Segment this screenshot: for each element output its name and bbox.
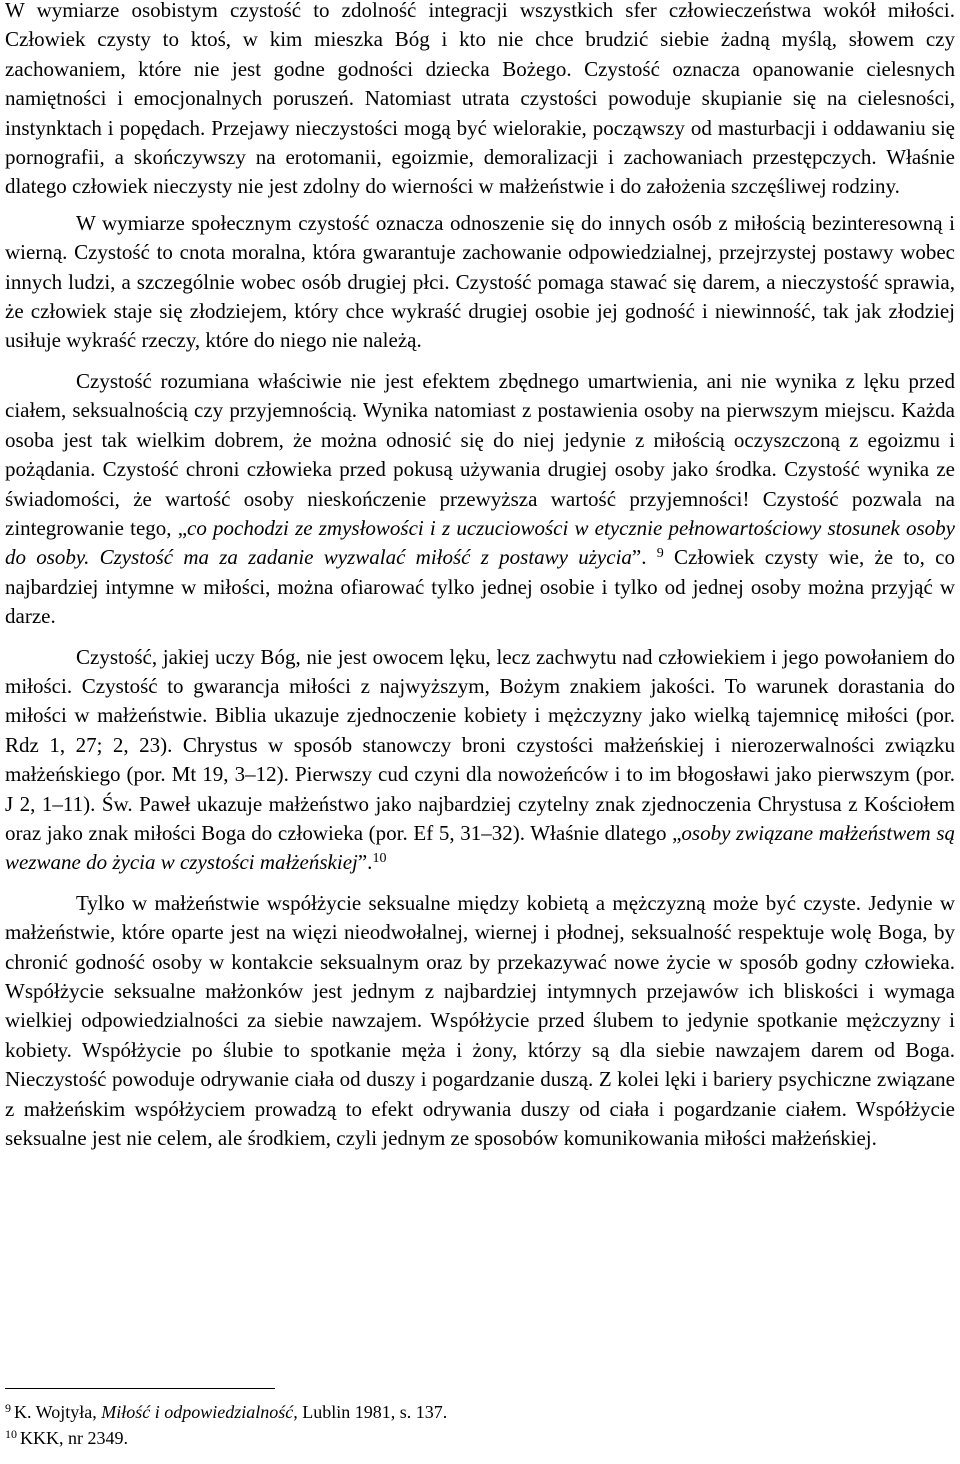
paragraph-2 <box>5 209 955 356</box>
quote-close: ”. <box>357 850 373 875</box>
footnote-author: KKK, nr 2349. <box>20 1428 128 1448</box>
paragraph-text: W wymiarze społecznym czystość oznacza odnoszenie się do innych osób z miłością bezinteresowną i wierną. Czystość to cnota moralna, która gwarantuje zachowanie odpowiedzialnej, przejrzystej postawy wobec innych ludzi, a szczególnie wobec osób drugiej płci. Czystość pomaga stawać się darem, a nieczystość sprawia, że człowiek staje się złodziejem, który chce wykraść drugiej osobie jej godność i niewinność, tak jak złodziej usiłuje wykraść rzeczy, które do niego nie należą. <box>5 210 955 353</box>
footnote-author: K. Wojtyła, <box>14 1402 102 1422</box>
paragraph-text-continued: Człowiek czysty wie, że to, co najbardziej intymne w miłości, można ofiarować tylko jednej osobie i tylko od jednej osoby można przyjąć w darze. <box>5 545 955 629</box>
footnote-rest: Lublin 1981, s. 137. <box>297 1402 448 1422</box>
footnote-title: Miłość i odpowiedzialność, <box>101 1402 298 1422</box>
footnote-ref-10[interactable]: 10 <box>372 851 387 867</box>
paragraph-text: Czystość, jakiej uczy Bóg, nie jest owocem lęku, lecz zachwytu nad człowiekiem i jego powołaniem do miłości. Czystość to gwarancja miłości z najwyższym, Bożym znakiem jakości. To warunek dorastania do miłości w małżeństwie. Biblia ukazuje zjednoczenie kobiety i mężczyzny jako wielką tajemnicę miłości (por. Rdz 1, 27; 2, 23). Chrystus w sposób stanowczy broni czystości małżeńskiej i nierozerwalności związku małżeńskiego (por. Mt 19, 3–12). Pierwszy cud czyni dla nowożeńców i to im błogosławi jako pierwszym (por. J 2, 1–11). Św. Paweł ukazuje małżeństwo jako najbardziej czytelny znak zjednoczenia Chrystusa z Kościołem oraz jako znak miłości Boga do człowieka (por. Ef 5, 31–32). Właśnie dlatego „ <box>5 644 955 845</box>
quote-close: ”. <box>631 545 657 570</box>
paragraph-text: Tylko w małżeństwie współżycie seksualne między kobietą a mężczyzną może być czyste. Jedynie w małżeństwie, które oparte jest na więzi nieodwołalnej, wiernej i płodnej, seksualność respektuje wolę Boga, by chronić godność osoby w kontakcie seksualnym oraz by przekazywać nowe życie w sposób godny człowieka. Współżycie seksualne małżonków jest jednym z najbardziej intymnych przejawów ich bliskości i wymaga wielkiej odpowiedzialności za siebie nawzajem. Współżycie przed ślubem to jedynie spotkanie mężczyzny i kobiety. Współżycie po ślubie to spotkanie męża i żony, którzy są dla siebie nawzajem darem od Boga. Nieczystość powoduje odrywanie ciała od duszy i pogardzanie duszą. Z kolei lęki i bariery psychiczne związane z małżeńskim współżyciem prowadzą to efekt odrywania duszy od ciała i pogardzanie ciałem. Współżycie seksualne jest nie celem, ale środkiem, czyli jednym ze sposobów komunikowania miłości małżeńskiej. <box>5 890 955 1151</box>
paragraph-3 <box>5 367 955 632</box>
quotation-italic: osoby związane małżeństwem są wezwane do życia w czystości małżeńskiej <box>5 820 955 875</box>
footnote-9 <box>5 1399 955 1425</box>
quotation-italic: co pochodzi ze zmysłowości i z uczuciowości w etycznie pełnowartościowy stosunek osoby do osoby. Czystość ma za zadanie wyzwalać miłość z postawy użycia <box>5 515 955 570</box>
footnote-10 <box>5 1425 955 1451</box>
paragraph-5 <box>5 889 955 1154</box>
footnotes <box>5 1388 955 1451</box>
paragraph-1 <box>5 0 955 202</box>
footnote-number: 10 <box>5 1427 17 1441</box>
footnote-ref-9[interactable]: 9 <box>656 546 664 562</box>
footnote-number: 9 <box>5 1401 11 1415</box>
footnote-divider <box>5 1388 275 1389</box>
document-body <box>5 0 955 1164</box>
paragraph-4 <box>5 643 955 878</box>
paragraph-text: W wymiarze osobistym czystość to zdolność integracji wszystkich sfer człowieczeństwa wokół miłości. Człowiek czysty to ktoś, w kim mieszka Bóg i kto nie chce brudzić siebie żadną myślą, słowem czy zachowaniem, które nie jest godne godności dziecka Bożego. Czystość oznacza opanowanie cielesnych namiętności i emocjonalnych poruszeń. Natomiast utrata czystości powoduje skupianie się na cielesności, instynktach i popędach. Przejawy nieczystości mogą być wielorakie, począwszy od masturbacji i oddawaniu się pornografii, a skończywszy na erotomanii, egoizmie, demoralizacji i zachowaniach przestępczych. Właśnie dlatego człowiek nieczysty nie jest zdolny do wierności w małżeństwie i do założenia szczęśliwej rodziny. <box>5 0 955 199</box>
paragraph-text: Czystość rozumiana właściwie nie jest efektem zbędnego umartwienia, ani nie wynika z lęku przed ciałem, seksualnością czy przyjemnością. Wynika natomiast z postawienia osoby na pierwszym miejscu. Każda osoba jest tak wielkim dobrem, że można odnosić się do niej jedynie z miłością oczyszczoną z egoizmu i pożądania. Czystość chroni człowieka przed pokusą używania drugiej osoby jako środka. Czystość wynika ze świadomości, że wartość osoby nieskończenie przewyższa wartość przyjemności! Czystość pozwala na zintegrowanie tego, „ <box>5 368 955 540</box>
